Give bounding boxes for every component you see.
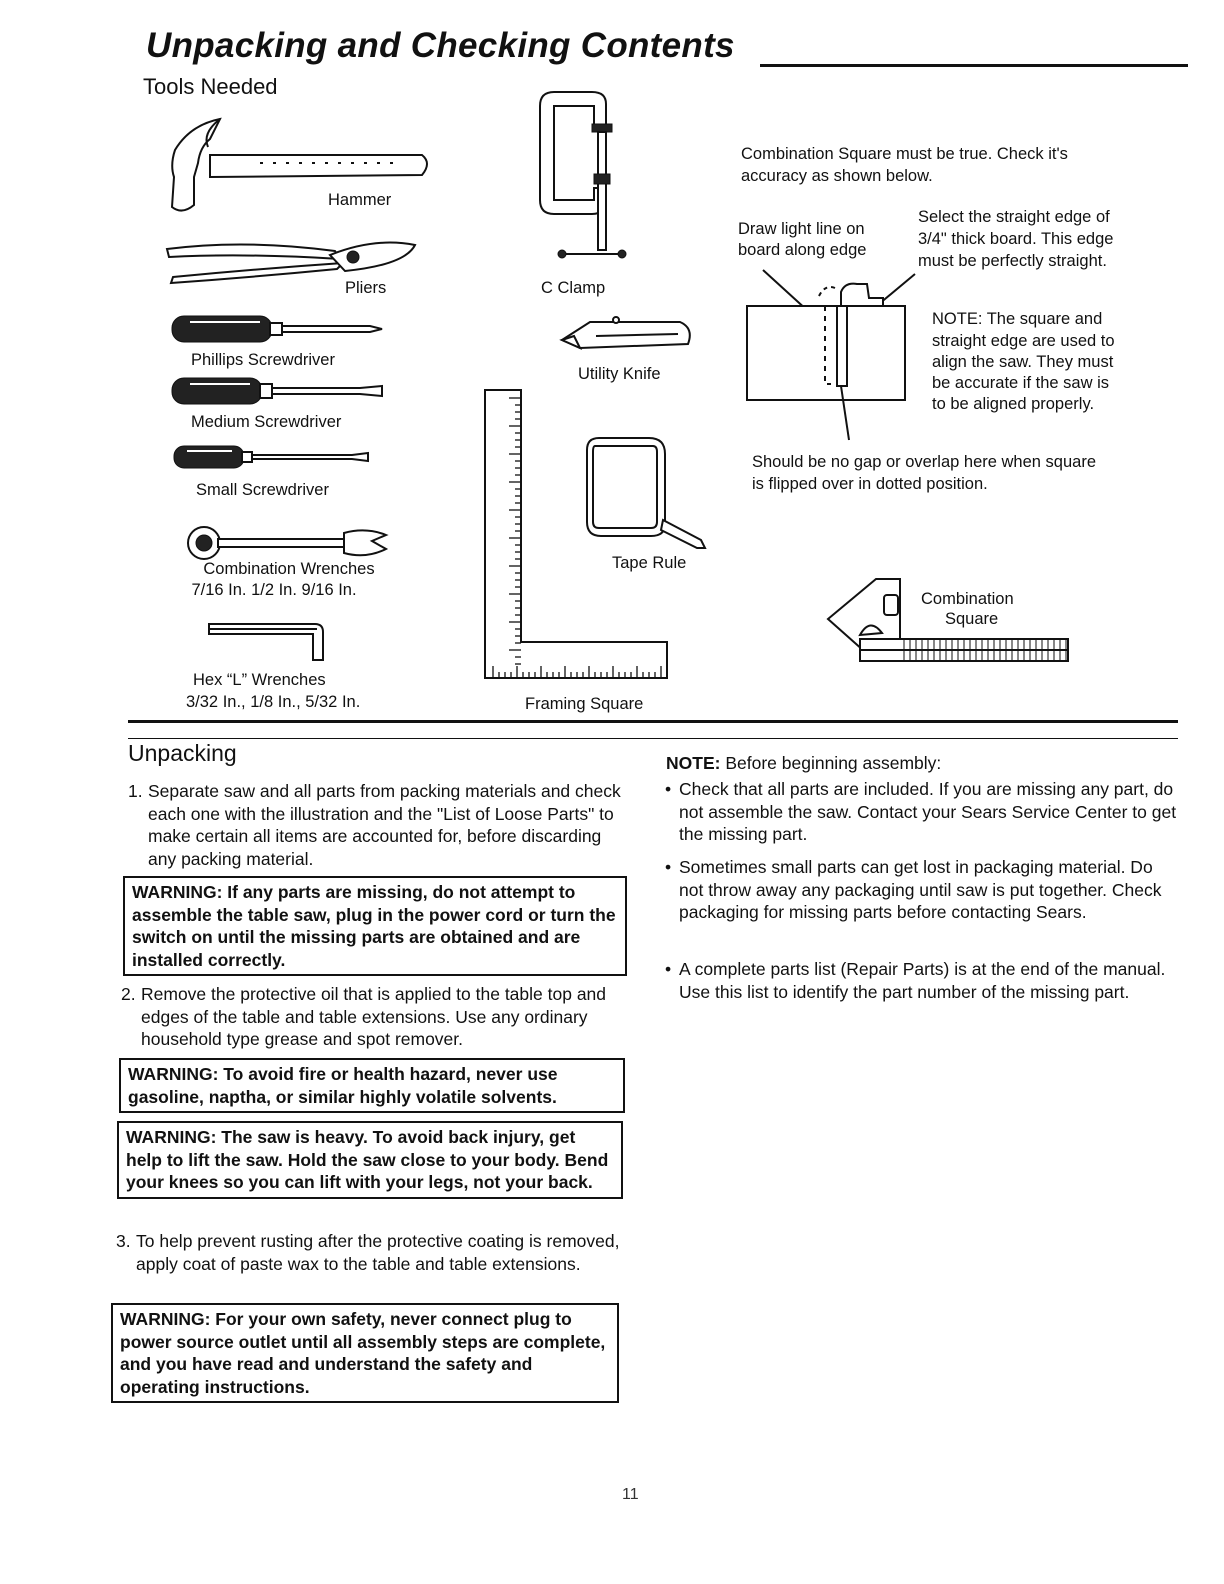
warning-solvents: WARNING: To avoid fire or health hazard, never use gasoline, naptha, or similar highly volatile solvents. — [119, 1058, 625, 1113]
note-bullet-2 — [665, 856, 1177, 924]
draw-line-label-2: board along edge — [738, 241, 867, 259]
small-screwdriver-label: Small Screwdriver — [196, 481, 329, 499]
phillips-screwdriver-icon — [170, 312, 385, 346]
select-edge-label-3: must be perfectly straight. — [918, 252, 1107, 270]
page-title: Unpacking and Checking Contents — [146, 26, 735, 65]
gap-note-1: Should be no gap or overlap here when square — [752, 453, 1096, 471]
step-1 — [128, 780, 632, 870]
step-3 — [116, 1230, 624, 1275]
hammer-label: Hammer — [328, 191, 392, 209]
combination-wrench-icon — [186, 525, 391, 563]
hex-l-wrench-icon — [207, 620, 327, 662]
step-2-text: Remove the protective oil that is applied to the table top and edges of the table and table extensions. Use any ordinary household type grease and spot remover. — [141, 984, 607, 1049]
step-3-number: 3. — [116, 1231, 131, 1251]
check-intro-line-1: Combination Square must be true. Check it's — [741, 145, 1068, 163]
small-screwdriver-icon — [172, 443, 372, 473]
c-clamp-label: C Clamp — [541, 279, 606, 297]
pliers-label: Pliers — [345, 279, 387, 297]
hex-wrenches-label: Hex “L” Wrenches — [193, 671, 326, 689]
note-bullet-1-text: Check that all parts are included. If you are missing any part, do not assemble the saw. Contact your Sears Service Center to get the missing part. — [679, 779, 1177, 844]
step-1-text: Separate saw and all parts from packing materials and check each one with the illustration and the "List of Loose Parts" to make certain all items are accounted for, before discarding any packing material. — [148, 781, 621, 869]
note-label: NOTE: — [666, 753, 721, 773]
section-divider-thin — [128, 738, 1178, 739]
section-divider — [128, 720, 1178, 723]
page-number: 11 — [622, 1486, 639, 1503]
combination-wrenches-label: Combination Wrenches — [203, 560, 375, 578]
phillips-screwdriver-label: Phillips Screwdriver — [191, 351, 335, 369]
hex-wrenches-sizes: 3/32 In., 1/8 In., 5/32 In. — [186, 693, 361, 711]
unpacking-heading: Unpacking — [128, 740, 237, 766]
utility-knife-icon — [560, 314, 700, 354]
note-bullet-3 — [665, 958, 1177, 1003]
utility-knife-label: Utility Knife — [578, 365, 661, 383]
draw-line-label-1: Draw light line on — [738, 220, 865, 238]
combination-square-label-1: Combination — [921, 590, 1014, 608]
warning-missing-parts: WARNING: If any parts are missing, do not attempt to assemble the table saw, plug in the power cord or turn the switch on until the missing parts are obtained and are installed correctly. — [123, 876, 627, 976]
step-2 — [121, 983, 629, 1051]
medium-screwdriver-label: Medium Screwdriver — [191, 413, 342, 431]
note-bullet-3-text: A complete parts list (Repair Parts) is at the end of the manual. Use this list to identify the part number of the missing part. — [679, 959, 1166, 1002]
square-note-5: to be aligned properly. — [932, 395, 1095, 413]
check-intro-line-2: accuracy as shown below. — [741, 167, 933, 185]
gap-note-2: is flipped over in dotted position. — [752, 475, 988, 493]
tape-rule-label: Tape Rule — [612, 554, 687, 572]
hammer-icon — [160, 115, 435, 220]
framing-square-label: Framing Square — [525, 695, 644, 713]
title-rule — [760, 64, 1188, 67]
framing-square-ticks — [493, 398, 661, 678]
warning-power-source: WARNING: For your own safety, never connect plug to power source outlet until all assembly steps are complete, and you have read and understand the safety and operating instructions. — [111, 1303, 619, 1403]
square-note-4: be accurate if the saw is — [932, 374, 1110, 392]
square-note-2: straight edge are used to — [932, 332, 1115, 350]
note-intro — [666, 752, 941, 775]
tools-needed-heading: Tools Needed — [143, 74, 278, 99]
combination-wrenches-sizes: 7/16 In. 1/2 In. 9/16 In. — [191, 581, 357, 599]
square-note-3: align the saw. They must — [932, 353, 1114, 371]
bullet-dot: • — [665, 779, 672, 799]
note-bullet-2-text: Sometimes small parts can get lost in packaging material. Do not throw away any packaging until saw is put together. Check packaging for missing parts before contacting Sears. — [679, 857, 1162, 922]
framing-square-icon — [483, 388, 671, 680]
select-edge-label-2: 3/4" thick board. This edge — [918, 230, 1114, 248]
square-check-diagram — [745, 262, 920, 442]
bullet-dot: • — [665, 857, 672, 877]
note-bullet-1 — [665, 778, 1177, 846]
step-1-number: 1. — [128, 781, 143, 801]
select-edge-label-1: Select the straight edge of — [918, 208, 1110, 226]
medium-screwdriver-icon — [170, 374, 385, 408]
square-note-1: NOTE: The square and — [932, 310, 1103, 328]
step-3-text: To help prevent rusting after the protective coating is removed, apply coat of paste wax to the table and table extensions. — [136, 1231, 620, 1274]
bullet-dot: • — [665, 959, 672, 979]
note-intro-text: Before beginning assembly: — [725, 753, 942, 773]
combination-square-label-2: Square — [945, 610, 999, 628]
step-2-number: 2. — [121, 984, 136, 1004]
c-clamp-icon — [536, 88, 626, 266]
warning-heavy: WARNING: The saw is heavy. To avoid back injury, get help to lift the saw. Hold the saw close to your body. Bend your knees so you can lift with your legs, not your back. — [117, 1121, 623, 1199]
